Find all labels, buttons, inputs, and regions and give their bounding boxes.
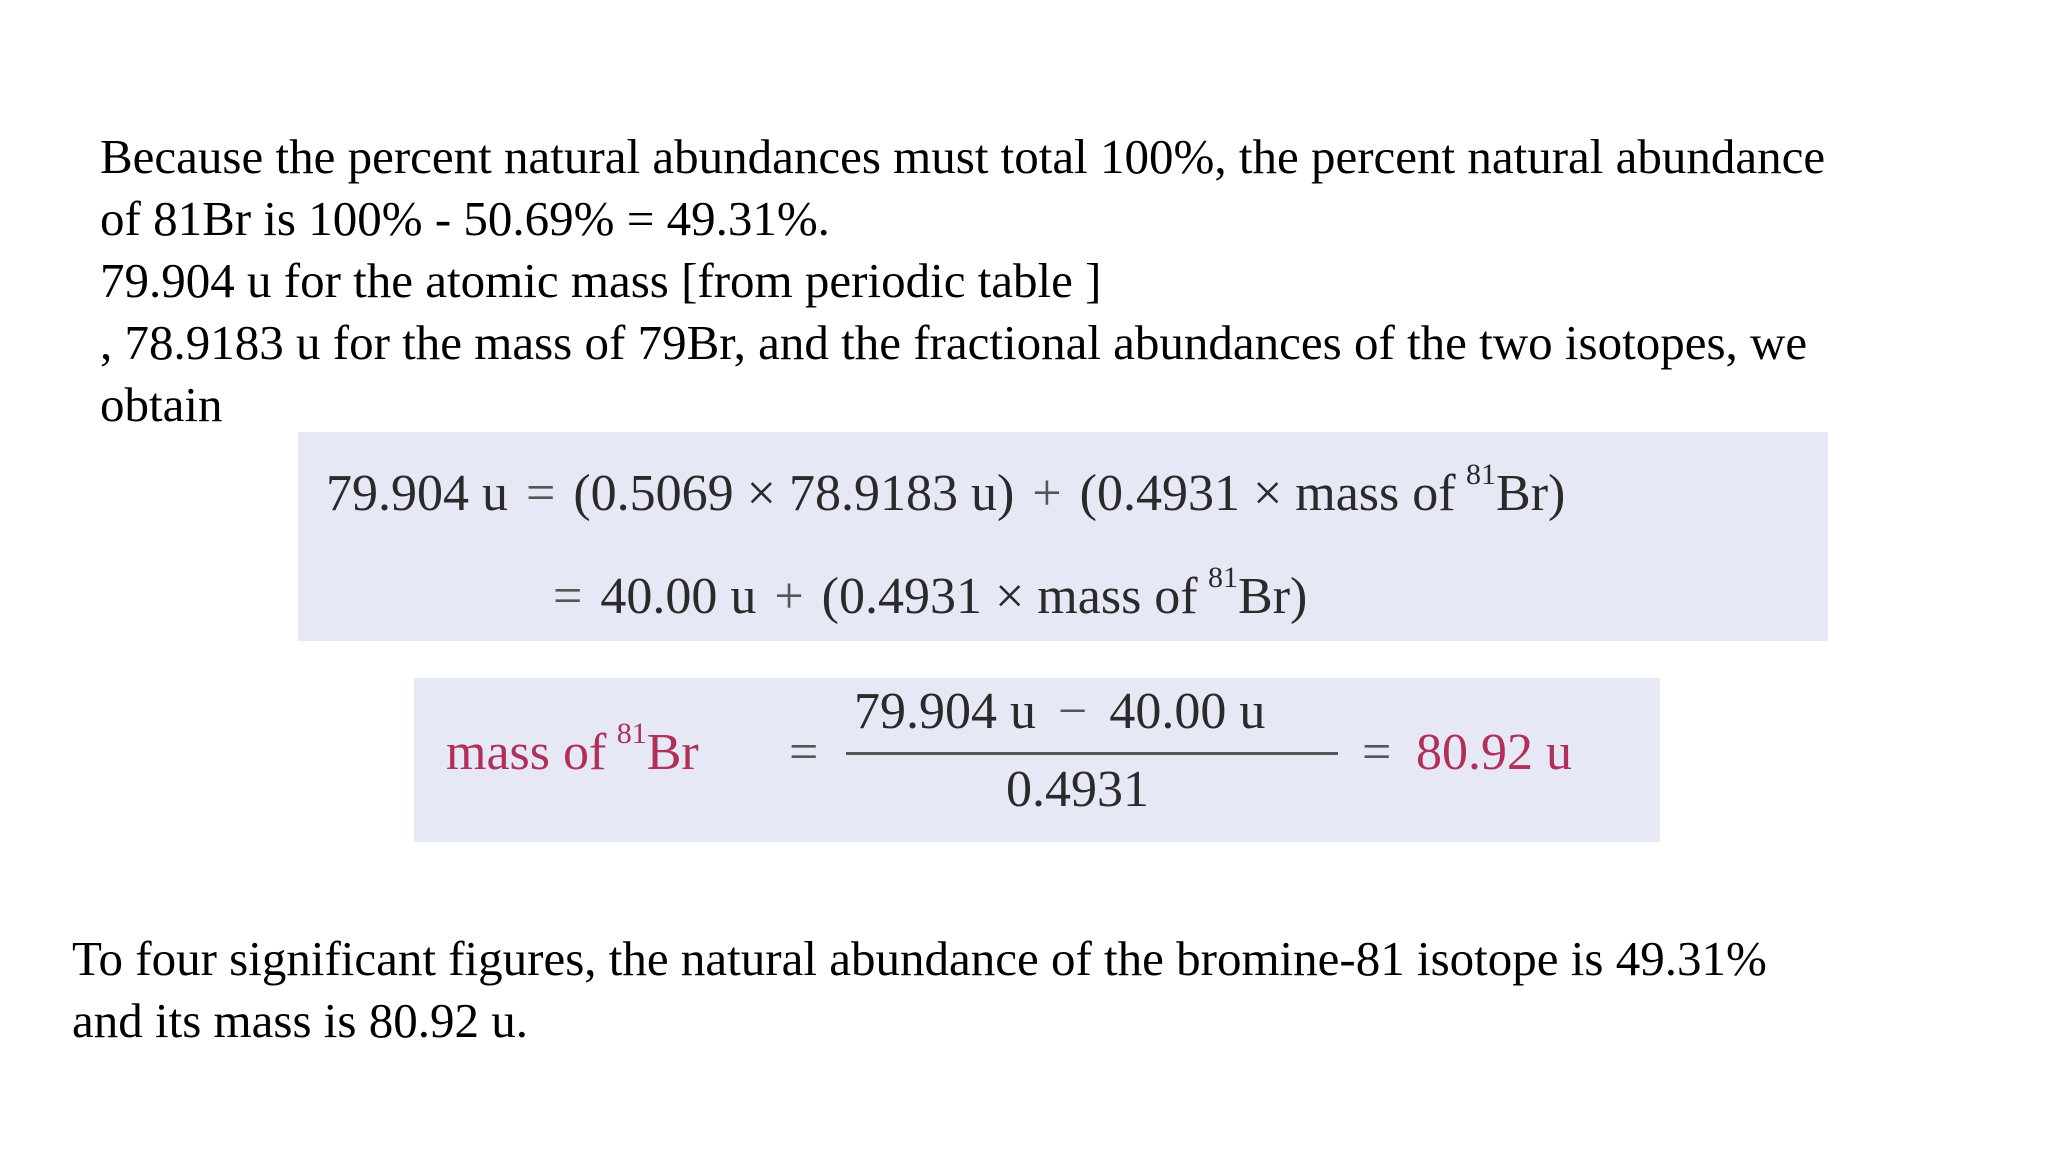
fraction-denominator: 0.4931 (1006, 761, 1149, 818)
equation-lhs: 79.904 u (326, 465, 508, 522)
atomic-mass-equation-box (298, 432, 1828, 641)
intro-line-5: obtain (100, 377, 223, 432)
isotope-mass-number: 81 (1208, 561, 1239, 594)
equation-term-1: (0.5069 × 78.9183 u) (573, 465, 1015, 522)
isotope-mass-number: 81 (616, 717, 647, 750)
conclusion-line-2: and its mass is 80.92 u. (72, 993, 528, 1048)
lhs-text: mass of (446, 724, 607, 781)
intro-line-4: , 78.9183 u for the mass of 79Br, and the fractional abundances of the two isotopes, we (100, 315, 1808, 370)
fraction-numerator (854, 682, 1265, 742)
equals-sign: = (553, 568, 583, 625)
equation-row-1 (326, 458, 1566, 524)
fraction-bar (846, 752, 1338, 755)
equation-term-2: (0.4931 × mass of (821, 568, 1198, 625)
intro-line-3: 79.904 u for the atomic mass [from periodic table ] (100, 253, 1102, 308)
intro-line-2: of 81Br is 100% - 50.69% = 49.31%. (100, 191, 830, 246)
equation-lhs (446, 717, 699, 783)
minus-sign: − (1058, 683, 1088, 740)
numerator-value-a: 79.904 u (854, 683, 1036, 740)
equals-sign: = (1362, 724, 1392, 781)
equals-sign: = (789, 724, 819, 781)
element-symbol: Br) (1238, 568, 1308, 625)
isotope-mass-equation-box (414, 678, 1660, 842)
plus-sign: + (774, 568, 804, 625)
equation-result: 80.92 u (1416, 724, 1572, 781)
isotope-mass-number: 81 (1466, 458, 1497, 491)
conclusion-paragraph (72, 928, 1972, 1052)
intro-line-1: Because the percent natural abundances must total 100%, the percent natural abundance (100, 129, 1826, 184)
element-symbol: Br) (1496, 465, 1566, 522)
equation-term-2: (0.4931 × mass of (1079, 465, 1456, 522)
element-symbol: Br (646, 724, 699, 781)
numerator-value-b: 40.00 u (1109, 683, 1266, 740)
plus-sign: + (1032, 465, 1062, 522)
intro-paragraph (100, 126, 2000, 436)
conclusion-line-1: To four significant figures, the natural abundance of the bromine-81 isotope is 49.31% (72, 931, 1767, 986)
equation-row-2 (553, 561, 1308, 627)
equals-sign: = (526, 465, 556, 522)
equation-term-1: 40.00 u (600, 568, 757, 625)
